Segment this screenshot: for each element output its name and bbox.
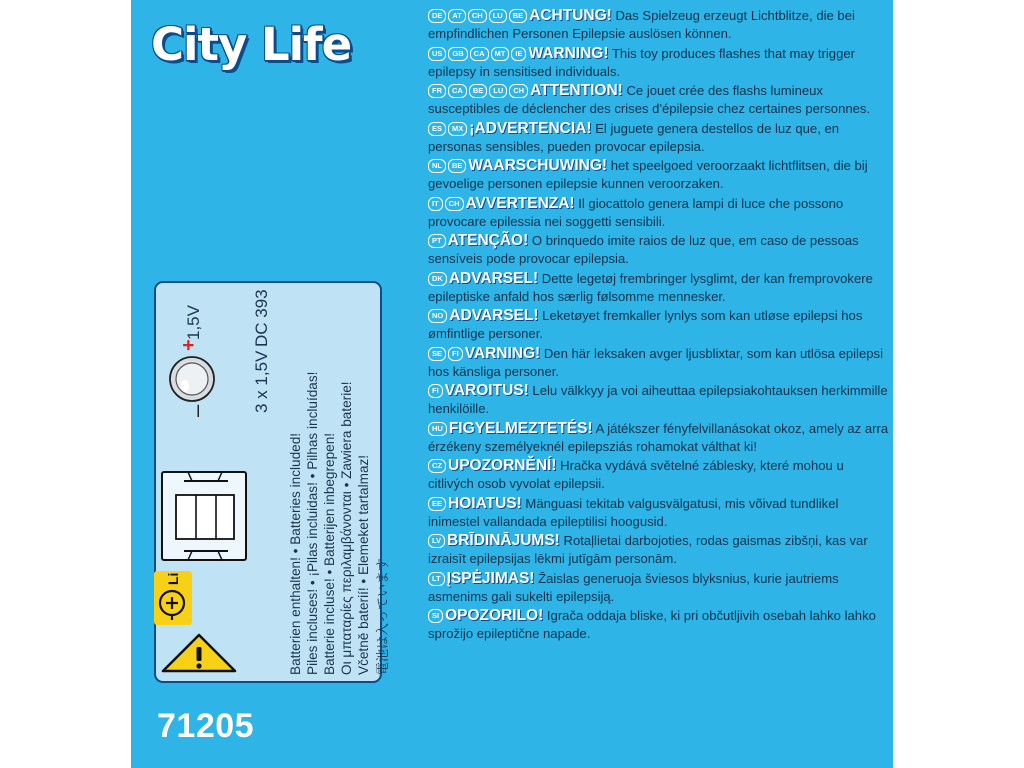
warning-heading [428,383,529,398]
warning-title: VARNING! [464,344,541,362]
warning-title: ĮSPĖJIMAS! [446,569,535,587]
battery-included-line-5: Včetně baterií! • Elemeket tartalmaz! [356,454,371,675]
country-code-badge: MX [448,122,467,136]
warning-block [428,382,890,418]
country-codes [428,308,449,323]
warning-title: ATENÇÃO! [447,232,529,249]
country-code-badge: IT [428,197,443,211]
country-codes [428,83,530,98]
country-codes [428,121,469,136]
warning-heading [428,346,540,361]
warning-title: ¡ADVERTENCIA! [469,119,592,137]
country-code-badge: FR [428,84,446,98]
warning-title: AVVERTENZA! [465,194,575,212]
country-code-badge: CH [509,84,528,98]
country-code-badge: LU [489,9,507,23]
country-codes [428,421,449,436]
warning-block [428,270,890,306]
warning-block [428,607,890,643]
battery-cell-model: DC 393 [252,289,271,347]
warning-title: VAROITUS! [444,382,529,399]
country-code-badge: LV [428,534,445,548]
warning-block [428,157,890,193]
warning-text: Mänguasi tekitab valgusvälgatusi, mis võivad tundlikel inimestel vallandada epileptilisi hoogusid. [428,495,839,529]
warning-text: Das Spielzeug erzeugt Lichtblitze, die bei empfindlichen Personen Epilepsie auslösen können. [428,8,855,41]
package-back-panel [131,0,893,768]
warning-text: Igrača oddaja bliske, ki pri občutljivih osebah lahko lahko sprožijo epileptične napade. [428,608,876,641]
country-codes [428,458,448,473]
warning-title: ADVARSEL! [448,269,539,287]
country-code-badge: US [428,47,446,61]
warning-text: Dette legetøj frembringer lysglimt, der kan fremprovokere epileptiske anfald hos særlig følsomme mennesker. [428,270,873,304]
country-code-badge: CA [470,47,489,61]
country-code-badge: DE [428,9,446,23]
country-code-badge: AT [448,9,465,23]
warning-title: HOIATUS! [448,494,522,512]
warning-text: Rotaļlietai darbojoties, rodas gaismas zibšņi, kas var izraisīt epilepsijas lēkmi jutīgām personām. [428,533,868,566]
warning-heading [428,121,592,136]
warning-triangle-icon [160,631,243,675]
country-code-badge: PT [428,234,446,248]
warning-heading [428,46,609,61]
country-codes [428,346,465,361]
product-number: 71205 [157,707,255,745]
country-code-badge: ES [428,122,446,136]
warning-block [428,7,890,43]
country-codes [428,533,447,548]
warning-heading [428,233,528,248]
country-code-badge: BE [448,159,466,173]
lithium-symbol: Li [165,572,181,585]
warning-heading [428,421,593,436]
warning-title: WARNING! [528,44,609,62]
warning-title: BRĪDINĀJUMS! [447,532,560,549]
warning-heading [428,458,557,473]
warning-title: WAARSCHUWING! [468,157,608,174]
warning-heading [428,533,560,548]
country-code-badge: SE [428,347,446,361]
warning-text: This toy produces flashes that may trigger epilepsy in sensitised individuals. [428,45,856,79]
battery-included-line-3: Batterie incluse! • Batterijen inbegrepen! [322,432,337,675]
warning-heading [428,496,522,511]
country-code-badge: NL [428,159,446,173]
warning-text: El juguete genera destellos de luz que, en personas sensibles, pueden provocar epilepsia. [428,120,840,154]
warning-text: Hračka vydává světelné záblesky, které mohou u citlivých osob vyvolat epilepsii. [428,458,844,491]
country-code-badge: FI [448,347,463,361]
warning-text: Den här leksaken avger ljusblixtar, som kan utlösa epilepsi hos känsliga personer. [428,345,883,379]
warning-text: Žaislas generuoja šviesos blyksnius, kurie jautriems asmenims gali sukelti epilepsiją. [428,570,839,604]
battery-pack-spec: 3 x 1,5V [252,350,271,413]
country-code-badge: EE [428,497,446,511]
country-code-badge: HU [428,422,447,436]
epilepsy-warnings-list [428,7,890,645]
country-code-badge: NO [428,309,447,323]
warning-block [428,457,890,493]
battery-info-label [154,281,390,683]
country-code-badge: GB [448,47,467,61]
country-codes [428,158,468,173]
warning-heading [428,571,534,586]
battery-included-line-6: 電池は入っています [375,557,390,675]
warning-text: het speelgoed veroorzaakt lichtflitsen, die bij gevoelige personen epilepsie kunnen veroorzaken. [428,158,868,191]
country-code-badge: SI [428,609,443,623]
warning-title: UPOZORNĚNÍ! [448,457,557,474]
country-codes [428,271,449,286]
country-codes [428,496,448,511]
cell-voltage-label: 1,5V [184,305,203,340]
city-life-logo: City Life [151,18,352,71]
country-codes [428,196,466,211]
warning-block [428,232,890,268]
country-code-badge: CH [468,9,487,23]
warning-heading [428,308,539,323]
warning-title: ADVARSEL! [449,307,539,324]
country-code-badge: LU [489,84,507,98]
country-code-badge: FI [428,384,443,398]
battery-included-line-1: Batterien enthalten! • Batteries included! [288,432,303,675]
button-cell-icon [160,347,229,411]
warning-text: Lelu välkkyy ja voi aiheuttaa epilepsiakohtauksen herkimmille henkilöille. [428,383,888,416]
country-codes [428,8,529,23]
country-codes [428,46,528,61]
warning-block [428,570,890,606]
warning-heading [428,83,623,98]
polarity-minus-label: – [184,404,209,417]
country-codes [428,571,447,586]
warning-block [428,420,890,456]
warning-heading [428,8,612,23]
country-code-badge: CA [448,84,467,98]
warning-text: A játékszer fényfelvillanásokat okoz, amely az arra érzékeny személyeknél epilepsziás rohamokat válthat ki! [428,420,889,454]
country-codes [428,233,448,248]
warning-block [428,495,890,531]
warning-heading [428,158,607,173]
battery-info-rotated [156,283,390,681]
polarity-plus-label: + [178,339,200,351]
warning-title: OPOZORILO! [445,607,544,624]
warning-text: Leketøyet fremkaller lynlys som kan utløse epilepsi hos ømfintlige personer. [428,308,863,341]
warning-block [428,45,890,81]
country-code-badge: CH [445,197,464,211]
warning-heading [428,608,543,623]
warning-title: ACHTUNG! [529,7,612,24]
country-code-badge: DK [428,272,447,286]
battery-included-line-4: Οι μπαταρίες περιλαμβάνονται • Zawiera baterie! [339,381,354,675]
country-code-badge: IE [511,47,526,61]
warning-block [428,307,890,343]
warning-heading [428,271,538,286]
lithium-battery-icon [152,567,201,629]
warning-block [428,120,890,156]
country-code-badge: LT [428,572,445,586]
country-code-badge: BE [509,9,527,23]
warning-block [428,345,890,381]
warning-block [428,195,890,231]
warning-text: Il giocattolo genera lampi di luce che possono provocare epilessia nei soggetti sensibili. [428,195,844,229]
country-codes [428,608,445,623]
warning-text: O brinquedo imite raios de luz que, em caso de pessoas sensíveis pode provocar epilepsia. [428,233,859,266]
country-code-badge: CZ [428,459,446,473]
warning-block [428,532,890,568]
country-code-badge: MT [491,47,510,61]
warning-block [428,82,890,118]
warning-text: Ce jouet crée des flashs lumineux susceptibles de déclencher des crises d'épilepsie chez certaines personnes. [428,83,871,116]
warning-title: ATTENTION! [530,82,623,99]
warning-heading [428,196,575,211]
warning-title: FIGYELMEZTETÉS! [448,419,593,437]
battery-included-line-2: Piles incluses! • ¡Pilas incluidas! • Pilhas incluídas! [305,371,320,675]
country-codes [428,383,445,398]
country-code-badge: BE [469,84,487,98]
battery-charger-icon [158,463,255,563]
